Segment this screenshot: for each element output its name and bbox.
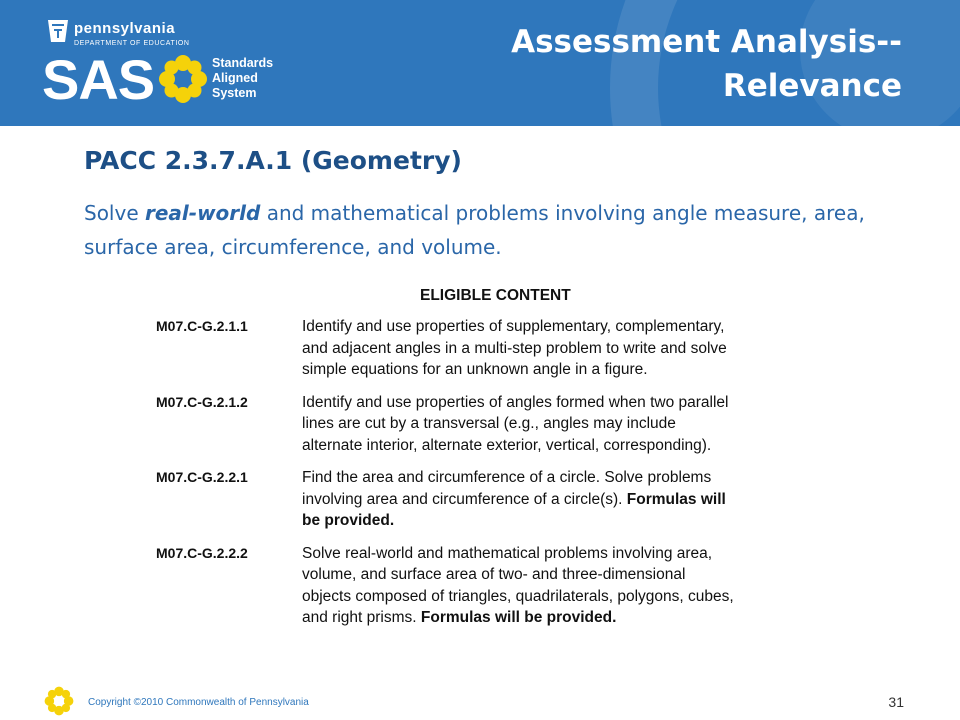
eligible-content-item: [156, 392, 736, 457]
eligible-content-item: [156, 543, 736, 629]
formulas-note: Formulas will be provided.: [420, 609, 617, 626]
state-name: pennsylvania: [74, 20, 176, 37]
eligible-content-text: [302, 316, 736, 381]
slide-title-line2: Relevance: [722, 68, 902, 104]
sas-word-system: System: [212, 86, 257, 100]
description-emphasis: real-world: [145, 201, 261, 225]
eligible-content-code: M07.C-G.2.2.2: [156, 544, 248, 561]
slide-title-line1: Assessment Analysis--: [511, 24, 902, 60]
description-post: and mathematical problems involving angle measure, area, surface area, circumference, and volume.: [84, 201, 865, 259]
sas-acronym: SAS: [42, 48, 155, 111]
sas-flower-icon: [44, 686, 74, 716]
eligible-content-item: [156, 467, 736, 532]
eligible-content-text: [302, 543, 736, 629]
header-banner: [0, 0, 960, 126]
eligible-content-code: M07.C-G.2.1.2: [156, 393, 248, 410]
eligible-content-item: [156, 316, 736, 381]
eligible-content-text: [302, 392, 736, 457]
description-pre: Solve: [84, 201, 145, 225]
page-number: 31: [888, 694, 904, 710]
sas-word-aligned: Aligned: [212, 71, 258, 85]
eligible-content-text: [302, 467, 736, 532]
eligible-content-code: M07.C-G.2.1.1: [156, 318, 248, 334]
item-text: Identify and use properties of supplementary, complementary, and adjacent angles in a multi-step problem to write and solve simple equations for an unknown angle in a figure.: [302, 318, 727, 378]
standard-heading: PACC 2.3.7.A.1 (Geometry): [84, 146, 462, 175]
item-text: Identify and use properties of angles formed when two parallel lines are cut by a transversal (e.g., angles may include alternate interior, alternate exterior, vertical, corresponding).: [302, 393, 729, 454]
sas-logo[interactable]: [40, 14, 300, 114]
slide-title: [511, 20, 902, 108]
item-text: Find the area and circumference of a circle. Solve problems involving area and circumference of a circle(s).: [302, 469, 712, 508]
item-text: Solve real-world and mathematical problems involving area, volume, and surface area of two- and three-dimensional objects composed of triangles, quadrilaterals, polygons, cubes, and right prisms.: [302, 544, 734, 626]
eligible-content-code: M07.C-G.2.2.1: [156, 469, 248, 485]
sas-words: [212, 56, 273, 101]
department-name: DEPARTMENT OF EDUCATION: [74, 40, 190, 47]
eligible-content-title: ELIGIBLE CONTENT: [420, 287, 571, 304]
sas-flower-icon: [158, 54, 208, 104]
eligible-content-list: [156, 316, 736, 640]
formulas-note: Formulas will be provided.: [302, 490, 726, 529]
sas-word-standards: Standards: [212, 56, 274, 70]
standard-description: [84, 196, 904, 264]
keystone-icon: [46, 18, 70, 44]
copyright-notice: Copyright ©2010 Commonwealth of Pennsylvania: [88, 697, 309, 708]
